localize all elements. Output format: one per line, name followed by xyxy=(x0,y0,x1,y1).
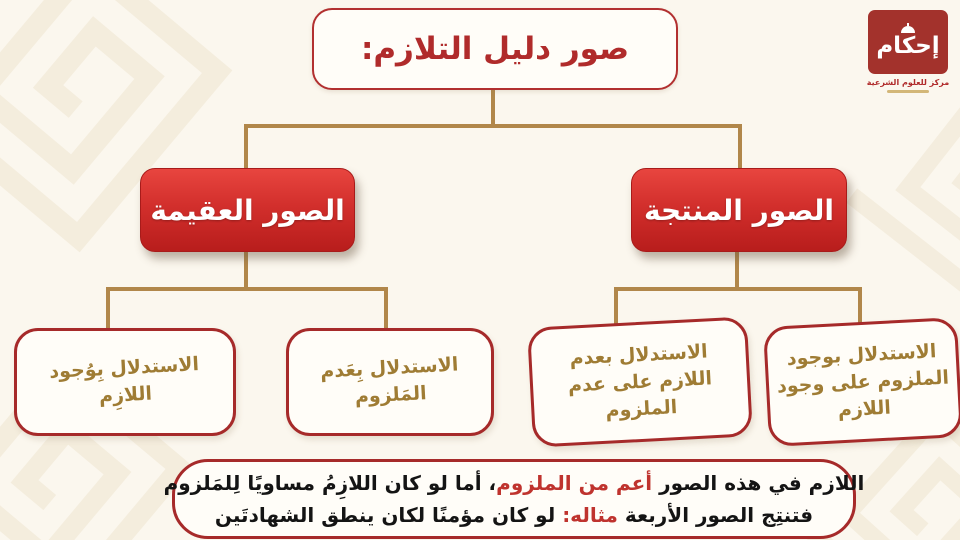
leaf-text xyxy=(320,351,461,412)
footnote-text: لو كان مؤمنًا لكان ينطق الشهادتَين xyxy=(214,503,563,527)
footnote-highlight: أعم من الملزوم xyxy=(496,471,653,495)
connector-top-bracket xyxy=(244,124,742,172)
root-node-title xyxy=(312,8,678,90)
leaf-line: الاستدلال بِوُجود xyxy=(48,353,200,383)
leaf-node-affirm-lazim-by-malzum xyxy=(763,317,960,447)
leaf-text xyxy=(49,351,201,413)
leaf-line: اللازم على عدم xyxy=(567,366,713,397)
leaf-line: الملزوم xyxy=(605,395,678,422)
leaf-line: المَلزوم xyxy=(354,382,428,408)
footnote-line-2 xyxy=(215,499,813,531)
leaf-node-inference-by-absence-of-malzum xyxy=(286,328,494,436)
branch-node-sterile-forms xyxy=(140,168,355,252)
leaf-line: الاستدلال بِعَدم xyxy=(319,353,459,383)
leaf-node-inference-by-presence-of-lazim xyxy=(14,328,236,436)
branch-node-productive-forms xyxy=(631,168,847,252)
logo-subtitle: مركز للعلوم الشرعية xyxy=(866,78,950,87)
leaf-node-negate-malzum-by-lazim xyxy=(527,316,753,447)
org-logo xyxy=(860,10,956,93)
leaf-line: الاستدلال بعدم xyxy=(569,339,709,370)
footnote-text: اللازم في هذه الصور xyxy=(652,471,865,495)
diagram-title: صور دليل التلازم: xyxy=(360,31,630,67)
leaf-line: اللازم xyxy=(837,396,892,421)
branch-label: الصور المنتجة xyxy=(643,193,835,227)
leaf-line: الاستدلال بوجود xyxy=(786,339,937,370)
leaf-text xyxy=(775,337,951,427)
footnote-text: فتنتِج الصور الأربعة xyxy=(617,503,814,527)
connector-left-branch-stem xyxy=(244,250,248,289)
connector-left-sub-bracket xyxy=(106,287,388,332)
leaf-text xyxy=(566,338,714,426)
leaf-line: الملزوم على وجود xyxy=(776,366,950,397)
connector-title-stem xyxy=(491,86,495,126)
logo-tagline-decoration xyxy=(887,90,929,93)
branch-label: الصور العقيمة xyxy=(150,193,345,227)
logo-wordmark: إحكام xyxy=(876,33,940,59)
footnote-text: ، أما لو كان اللازِمُ مساويًا لِلمَلزوم xyxy=(163,471,497,495)
footnote-highlight: مثاله: xyxy=(562,503,618,527)
logo-badge xyxy=(868,10,948,74)
footnote-line-1 xyxy=(164,467,865,499)
connector-right-branch-stem xyxy=(735,250,739,289)
footnote-box xyxy=(163,459,865,539)
leaf-line: اللازِم xyxy=(98,382,153,408)
dome-icon xyxy=(901,26,915,33)
